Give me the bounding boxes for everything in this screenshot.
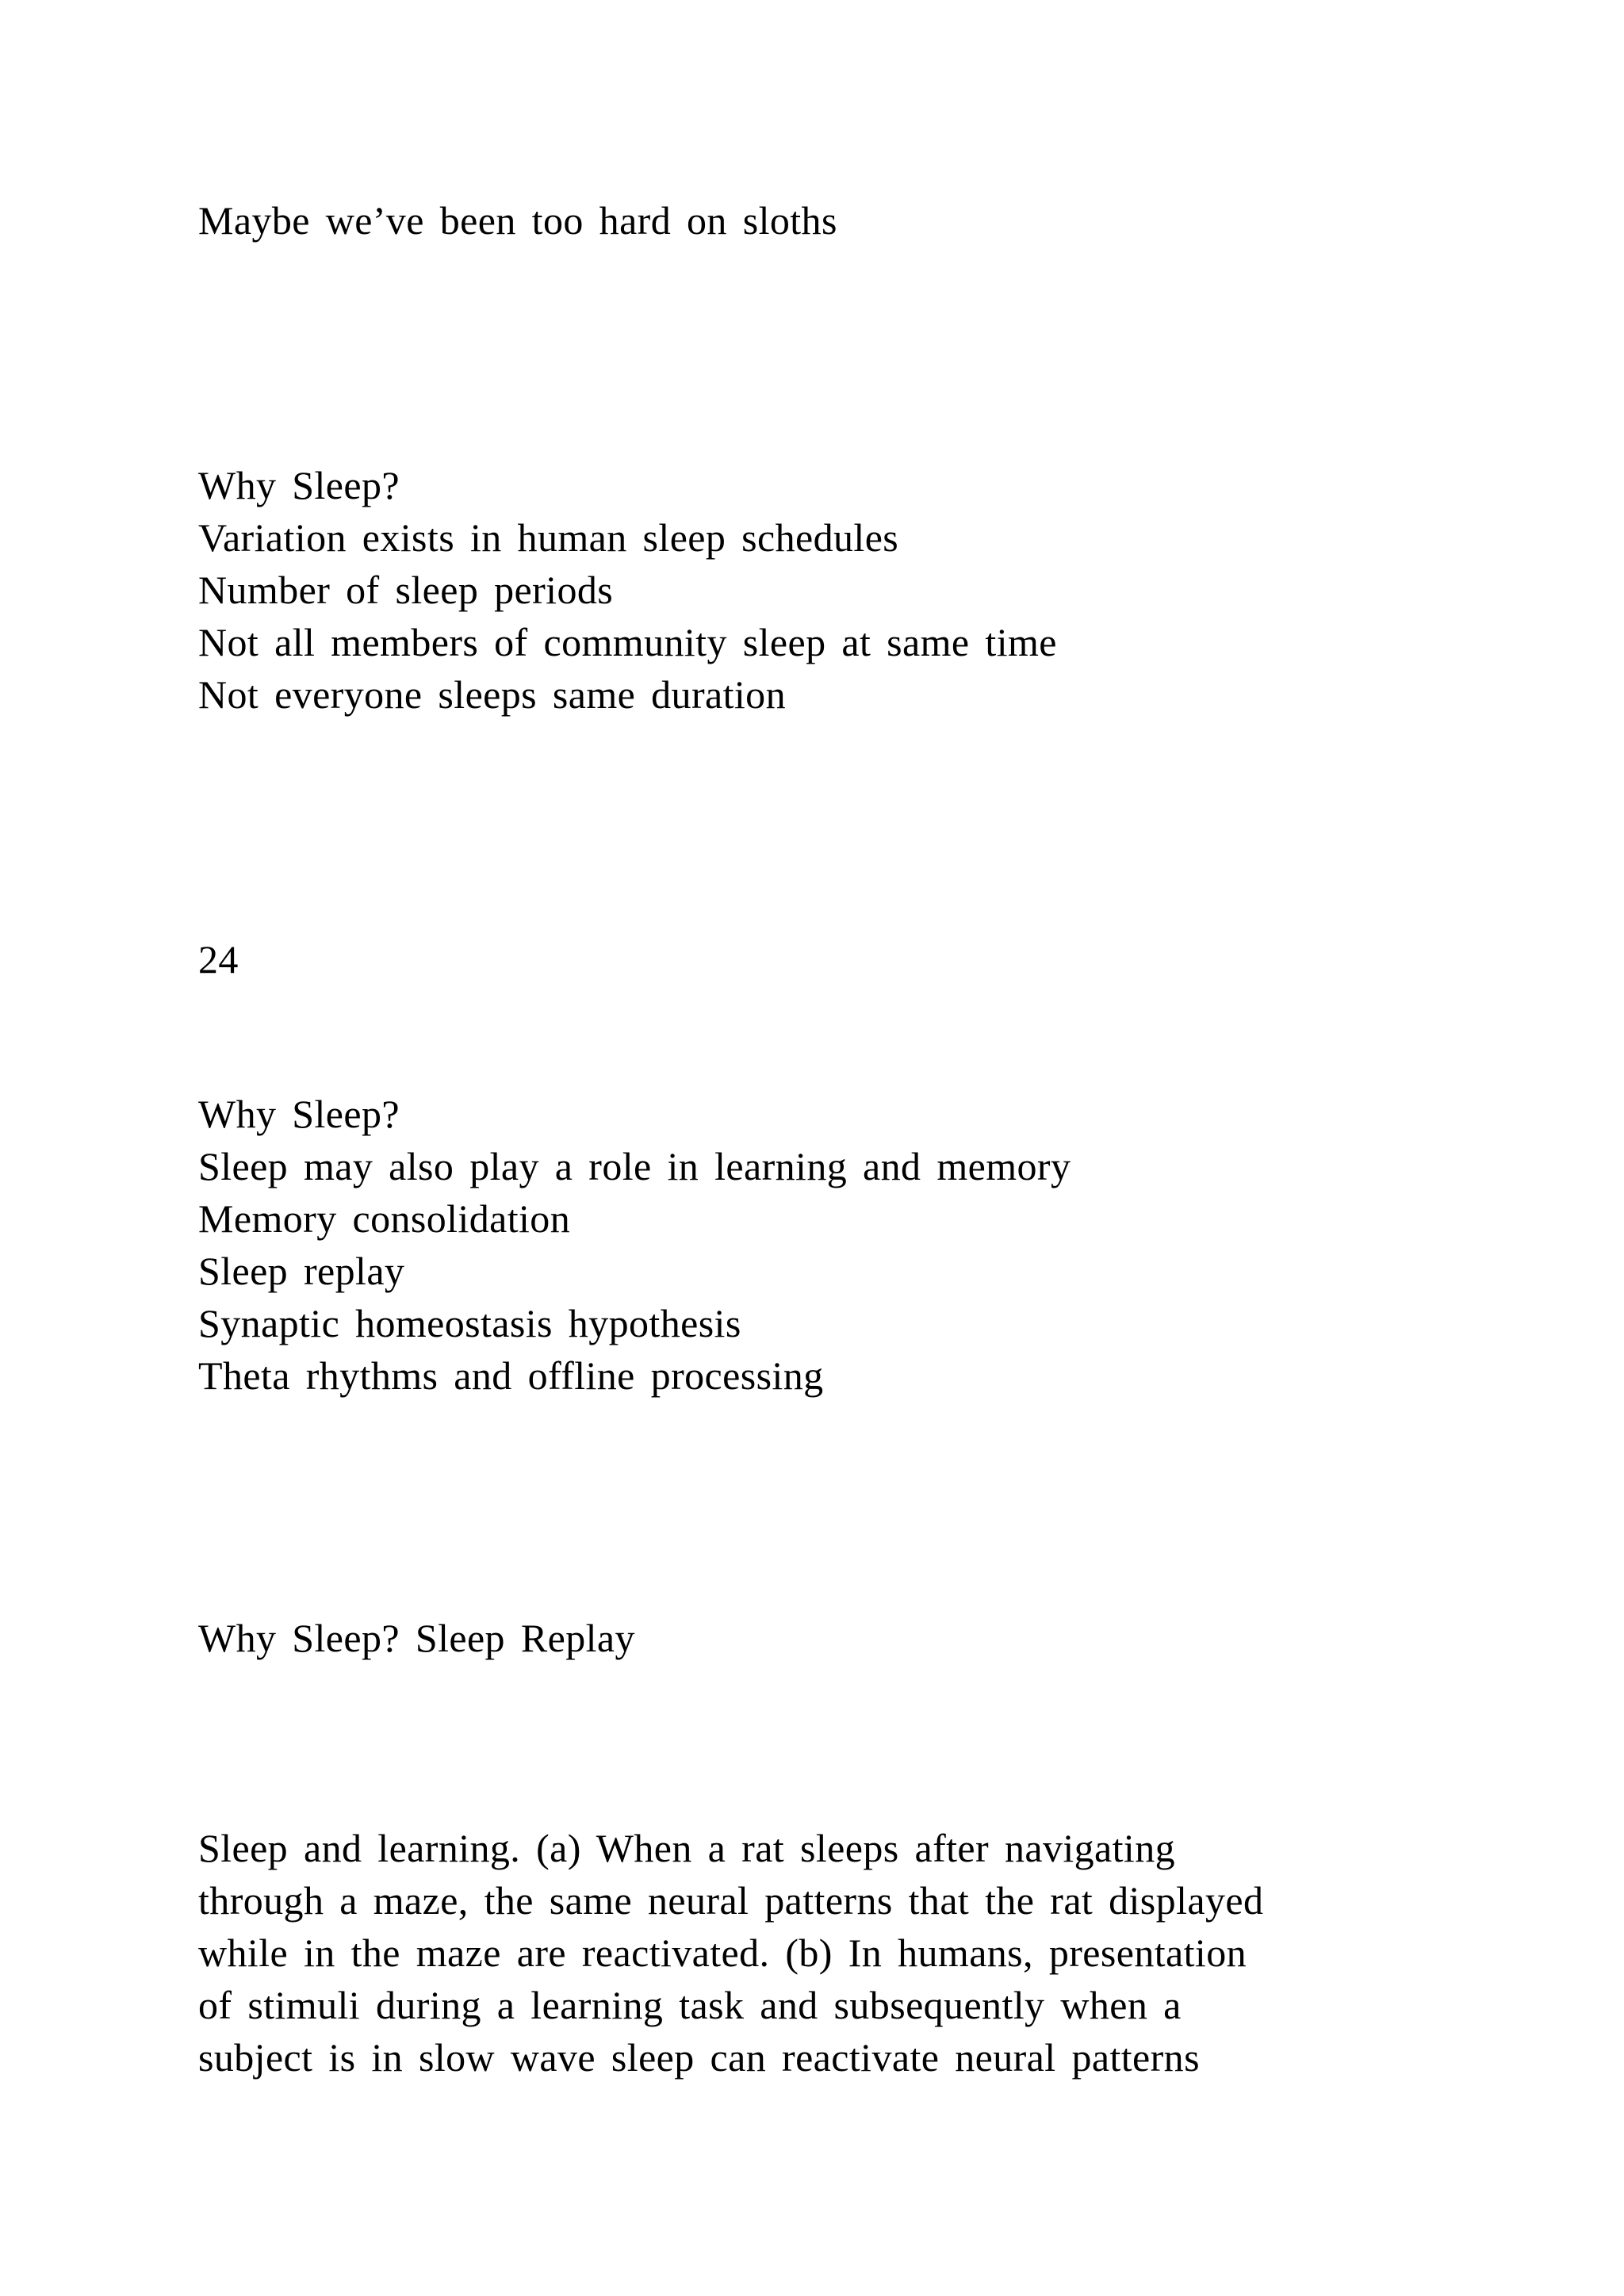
text-line: Not all members of community sleep at same time [198,620,1057,664]
section-heading-sleep-replay: Why Sleep? Sleep Replay [198,1616,635,1660]
caption-line: Sleep and learning. (a) When a rat sleeps after navigating [198,1826,1176,1870]
text-line: Not everyone sleeps same duration [198,672,786,717]
caption-line: of stimuli during a learning task and subsequently when a [198,1983,1182,2027]
text-line: Sleep replay [198,1249,405,1293]
section-heading-why-sleep-1: Why Sleep? [198,463,400,507]
caption-line: while in the maze are reactivated. (b) In humans, presentation [198,1931,1247,1975]
text-line: Theta rhythms and offline processing [198,1353,824,1398]
caption-line: subject is in slow wave sleep can reactivate neural patterns [198,2035,1200,2080]
text-line: Synaptic homeostasis hypothesis [198,1301,741,1345]
section-heading-why-sleep-2: Why Sleep? [198,1092,400,1136]
text-line: Variation exists in human sleep schedules [198,515,899,560]
page-number: 24 [198,937,239,982]
slide-title-sloths: Maybe we’ve been too hard on sloths [198,198,837,243]
text-line: Number of sleep periods [198,568,614,612]
text-line: Memory consolidation [198,1196,571,1241]
caption-line: through a maze, the same neural patterns that the rat displayed [198,1878,1264,1923]
text-line: Sleep may also play a role in learning and memory [198,1144,1071,1188]
